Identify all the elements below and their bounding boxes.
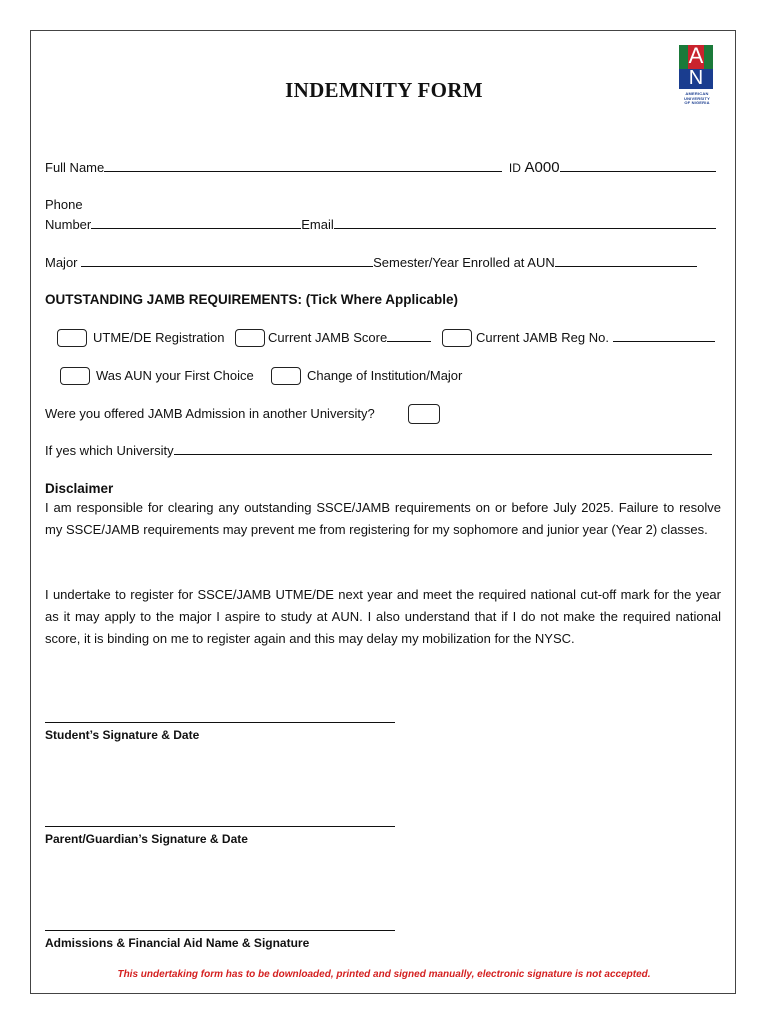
logo-letter-a: A <box>688 43 704 68</box>
phone-label-line2: Number <box>45 217 92 232</box>
logo-text: AMERICAN UNIVERSITY OF NIGERIA <box>683 91 710 105</box>
parent-signature-line[interactable] <box>45 826 395 827</box>
first-choice-label: Was AUN your First Choice <box>96 368 254 383</box>
full-name-field[interactable] <box>104 160 502 172</box>
student-signature-label: Student’s Signature & Date <box>45 728 200 742</box>
score-label: Current JAMB Score <box>268 330 388 345</box>
semester-field[interactable] <box>555 255 697 267</box>
which-uni-row <box>45 443 712 458</box>
page-title: INDEMNITY FORM <box>285 78 483 102</box>
major-row <box>45 255 697 270</box>
phone-label-line1: Phone <box>45 197 83 212</box>
disclaimer-heading: Disclaimer <box>45 481 114 496</box>
parent-signature-label: Parent/Guardian’s Signature & Date <box>45 832 248 846</box>
admissions-signature-label: Admissions & Financial Aid Name & Signature <box>45 936 310 950</box>
score-row <box>268 330 431 345</box>
score-field[interactable] <box>387 330 431 342</box>
semester-label: Semester/Year Enrolled at AUN <box>373 255 555 270</box>
change-label: Change of Institution/Major <box>307 368 463 383</box>
disclaimer-paragraph-1: I am responsible for clearing any outstanding SSCE/JAMB requirements on or before July 2025. Failure to resolve my SSCE/JAMB requirements may prevent me from registering for my sophomore and junior year (Year 2) classes. <box>45 500 721 537</box>
regno-checkbox[interactable] <box>442 329 472 347</box>
utme-label: UTME/DE Registration <box>93 330 225 345</box>
aun-logo-mark <box>679 45 713 89</box>
regno-row <box>476 330 715 345</box>
regno-label: Current JAMB Reg No. <box>476 330 609 345</box>
full-name-row <box>45 159 716 176</box>
email-field[interactable] <box>334 217 716 229</box>
regno-field[interactable] <box>613 330 715 342</box>
disclaimer-paragraph-2: I undertake to register for SSCE/JAMB UTME/DE next year and meet the required national cut-off mark for the year as it may apply to the major I aspire to study at AUN. I also understand that if I do not make the required national score, it is binding on me to register again and this may delay my mobilization for the NYSC. <box>45 587 721 646</box>
id-label: ID <box>508 161 521 175</box>
footer-note: This undertaking form has to be downloaded, printed and signed manually, electronic signature is not accepted. <box>117 969 651 980</box>
id-field[interactable] <box>560 160 716 172</box>
which-uni-field[interactable] <box>174 443 712 455</box>
phone-email-row <box>45 217 716 232</box>
offered-label: Were you offered JAMB Admission in another University? <box>45 406 375 421</box>
offered-checkbox[interactable] <box>408 404 440 424</box>
admissions-signature-line[interactable] <box>45 930 395 931</box>
full-name-label: Full Name <box>45 160 105 175</box>
major-field[interactable] <box>81 255 373 267</box>
logo-letter-n: N <box>688 67 704 89</box>
email-label: Email <box>301 217 334 232</box>
first-choice-checkbox[interactable] <box>60 367 90 385</box>
utme-checkbox[interactable] <box>57 329 87 347</box>
phone-field[interactable] <box>91 217 301 229</box>
id-prefix: A000 <box>524 159 560 176</box>
student-signature-line[interactable] <box>45 722 395 723</box>
aun-logo <box>679 45 715 111</box>
major-label: Major <box>45 255 78 270</box>
change-checkbox[interactable] <box>271 367 301 385</box>
score-checkbox[interactable] <box>235 329 265 347</box>
jamb-heading: OUTSTANDING JAMB REQUIREMENTS: (Tick Where Applicable) <box>45 292 459 307</box>
which-uni-label: If yes which University <box>45 443 174 458</box>
